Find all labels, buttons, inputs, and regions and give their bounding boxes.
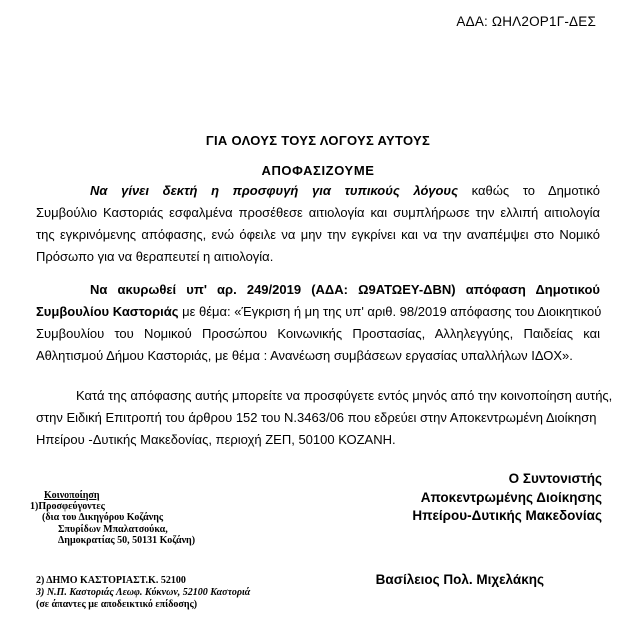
notification-item: 3) Ν.Π. Καστοριάς Λεωφ. Κύκνων, 52100 Καστοριά: [36, 587, 251, 598]
paragraph-1-line-3: της εγκρινόμενης απόφασης, ενώ όφειλε να μην την εγκρίνει και να την αναπέμψει στο Νομικό: [36, 227, 600, 242]
appeal-notice-line-1: Κατά της απόφασης αυτής μπορείτε να προσφύγετε εντός μηνός από την κοινοποίηση αυτής,: [76, 388, 613, 403]
paragraph-2-line-4: Αθλητισμού Δήμου Καστοριάς, με θέμα : Ανανέωση συμβάσεων εργασίας υπαλλήλων ΙΔΟΧ».: [36, 348, 573, 363]
paragraph-1-line-4: Πρόσωπο για να θεραπευτεί η αιτιολογία.: [36, 249, 274, 264]
paragraph-1-line-2: Συμβούλιο Καστοριάς εσφαλμένα προσέθεσε αιτιολογία και συμπλήρωσε την ελλιπή αιτιολογία: [36, 205, 600, 220]
notification-item: (σε άπαντες με αποδεικτικό επίδοσης): [36, 599, 198, 610]
signer-role: Ο Συντονιστής: [508, 471, 602, 486]
notification-list-continued: [36, 575, 250, 611]
appeal-notice-paragraph: [36, 385, 613, 451]
signer-block: [412, 470, 602, 526]
notification-title: Κοινοποίηση: [44, 490, 100, 501]
signer-org-line-2: Ηπείρου-Δυτικής Μακεδονίας: [412, 508, 602, 523]
notification-item: (δια του Δικηγόρου Κοζάνης: [42, 512, 164, 524]
paragraph-2-line-2: Συμβουλίου Καστοριάς με θέμα: «Έγκριση ή μη της υπ' αριθ. 98/2019 απόφασης του Διοικητικού: [36, 304, 602, 319]
appeal-notice-line-3: Ηπείρου -Δυτικής Μακεδονίας, περιοχή ΖΕΠ, 50100 ΚΟΖΑΝΗ.: [36, 432, 396, 447]
decision-paragraph-1: [36, 180, 600, 268]
paragraph-2-line-3: Συμβουλίου του Νομικού Προσώπου Κοινωνικής Προστασίας, Αλληλεγγύης, Παιδείας και: [36, 326, 600, 341]
appeal-notice-line-2: στην Ειδική Επιτροπή του άρθρου 152 του Ν.3463/06 που εδρεύει στην Αποκεντρωμένη Διοίκηση: [36, 410, 597, 425]
decision-paragraph-2: [36, 279, 600, 367]
paragraph-2-line-1: Να ακυρωθεί υπ' αρ. 249/2019 (ΑΔΑ: Ω9ΑΤΩΕΥ-ΔΒΝ) απόφαση Δημοτικού: [90, 282, 600, 297]
reasons-heading: ΓΙΑ ΟΛΟΥΣ ΤΟΥΣ ΛΟΓΟΥΣ ΑΥΤΟΥΣ: [205, 133, 431, 148]
notification-item: Σπυρίδων Μπαλατσούκα,: [58, 523, 168, 535]
notification-item: 2) ΔΗΜΟ ΚΑΣΤΟΡΙΑΣΤ.Κ. 52100: [36, 575, 186, 586]
notification-item: Δημοκρατίας 50, 50131 Κοζάνη): [58, 534, 196, 546]
notification-item: 1)Προσφεύγοντες: [30, 501, 105, 513]
signer-org-line-1: Αποκεντρωμένης Διοίκησης: [420, 489, 602, 505]
decision-heading: ΑΠΟΦΑΣΙΖΟΥΜΕ: [261, 163, 375, 178]
notification-list: [30, 490, 195, 546]
ada-code: ΑΔΑ: ΩΗΛ2ΟΡ1Γ-ΔΕΣ: [456, 14, 596, 29]
signer-name: Βασίλειος Πολ. Μιχελάκης: [375, 572, 544, 587]
paragraph-1-line-1: Να γίνει δεκτή η προσφυγή για τυπικούς λόγους καθώς το Δημοτικό: [90, 183, 600, 198]
accepted-appeal-text: Να γίνει δεκτή η προσφυγή για τυπικούς λόγους: [90, 183, 459, 198]
